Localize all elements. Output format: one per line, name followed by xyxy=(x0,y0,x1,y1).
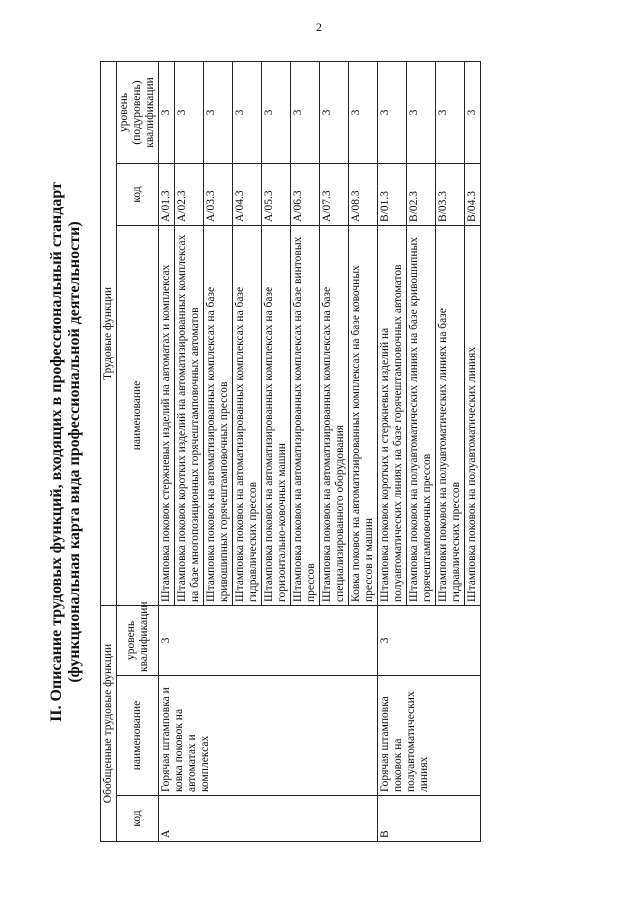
function-code: B/03.3 xyxy=(436,163,465,225)
header-generalized-functions: Обобщенные трудовые функции xyxy=(101,605,117,841)
function-code: A/08.3 xyxy=(349,163,378,225)
header-labor-functions: Трудовые функции xyxy=(101,61,117,605)
header-gen-code: код xyxy=(117,796,159,842)
rotated-page-content xyxy=(48,62,608,842)
function-name: Ковка поковок на автоматизированных комплексах на базе ковочных прессов и машин xyxy=(349,225,378,605)
function-level: 3 xyxy=(175,61,204,163)
function-code: A/04.3 xyxy=(233,163,262,225)
function-code: B/02.3 xyxy=(407,163,436,225)
function-level: 3 xyxy=(159,61,175,163)
group-level: 3 xyxy=(159,605,378,675)
function-level: 3 xyxy=(204,61,233,163)
function-name: Штамповка поковок на автоматизированных комплексах на базе кривошипных горячештамповочных прессов xyxy=(204,225,233,605)
function-name: Штамповка поковок на полуавтоматических линиях xyxy=(465,225,481,605)
group-name: Горячая штамповка поковок на полуавтоматических линиях xyxy=(378,676,481,796)
function-level: 3 xyxy=(291,61,320,163)
function-level: 3 xyxy=(407,61,436,163)
function-name: Штамповка поковок коротких изделий на автоматизированных комплексах на базе многопозиционных горячештамповочных автоматов xyxy=(175,225,204,605)
group-code: A xyxy=(159,796,378,842)
header-gen-name: наименование xyxy=(117,676,159,796)
section-heading xyxy=(48,62,84,842)
header-func-code: код xyxy=(117,163,159,225)
group-code: B xyxy=(378,796,481,842)
group-name: Горячая штамповка и ковка поковок на автоматах и комплексах xyxy=(159,676,378,796)
heading-line-2: (функциональная карта вида профессиональной деятельности) xyxy=(66,221,83,683)
header-gen-level: уровень квалификации xyxy=(117,605,159,675)
function-level: 3 xyxy=(320,61,349,163)
function-level: 3 xyxy=(378,61,407,163)
function-level: 3 xyxy=(465,61,481,163)
function-level: 3 xyxy=(436,61,465,163)
function-name: Штамповка поковок на автоматизированных комплексах на базе винтовых прессов xyxy=(291,225,320,605)
function-code: A/05.3 xyxy=(262,163,291,225)
function-code: A/06.3 xyxy=(291,163,320,225)
function-name: Штамповки поковок на полуавтоматических линиях на базе гидравлических прессов xyxy=(436,225,465,605)
function-code: A/07.3 xyxy=(320,163,349,225)
function-name: Штамповка поковок на полуавтоматических линиях на базе кривошипных горячештамповочных прессов xyxy=(407,225,436,605)
header-func-sublevel: уровень (подуровень) квалификации xyxy=(117,61,159,163)
function-code: B/04.3 xyxy=(465,163,481,225)
function-code: A/02.3 xyxy=(175,163,204,225)
header-func-name: наименование xyxy=(117,225,159,605)
function-code: A/01.3 xyxy=(159,163,175,225)
group-level: 3 xyxy=(378,605,481,675)
function-name: Штамповка поковок на автоматизированных комплексах на базе специализированного оборудования xyxy=(320,225,349,605)
page-number: 2 xyxy=(316,20,322,34)
function-code: A/03.3 xyxy=(204,163,233,225)
functional-map-table xyxy=(100,61,481,842)
table-row xyxy=(378,61,407,841)
function-name: Штамповка поковок на автоматизированных комплексах на базе гидравлических прессов xyxy=(233,225,262,605)
function-level: 3 xyxy=(233,61,262,163)
function-level: 3 xyxy=(262,61,291,163)
function-name: Штамповка поковок на автоматизированных комплексах на базе горизонтально-ковочных машин xyxy=(262,225,291,605)
function-name: Штамповка поковок коротких и стержневых изделий на полуавтоматических линиях на базе горячештамповочных автоматов xyxy=(378,225,407,605)
function-name: Штамповка поковок стержневых изделий на автоматах и комплексах xyxy=(159,225,175,605)
heading-line-1: II. Описание трудовых функций, входящих в профессиональный стандарт xyxy=(48,182,65,722)
function-level: 3 xyxy=(349,61,378,163)
function-code: B/01.3 xyxy=(378,163,407,225)
table-row xyxy=(159,61,175,841)
